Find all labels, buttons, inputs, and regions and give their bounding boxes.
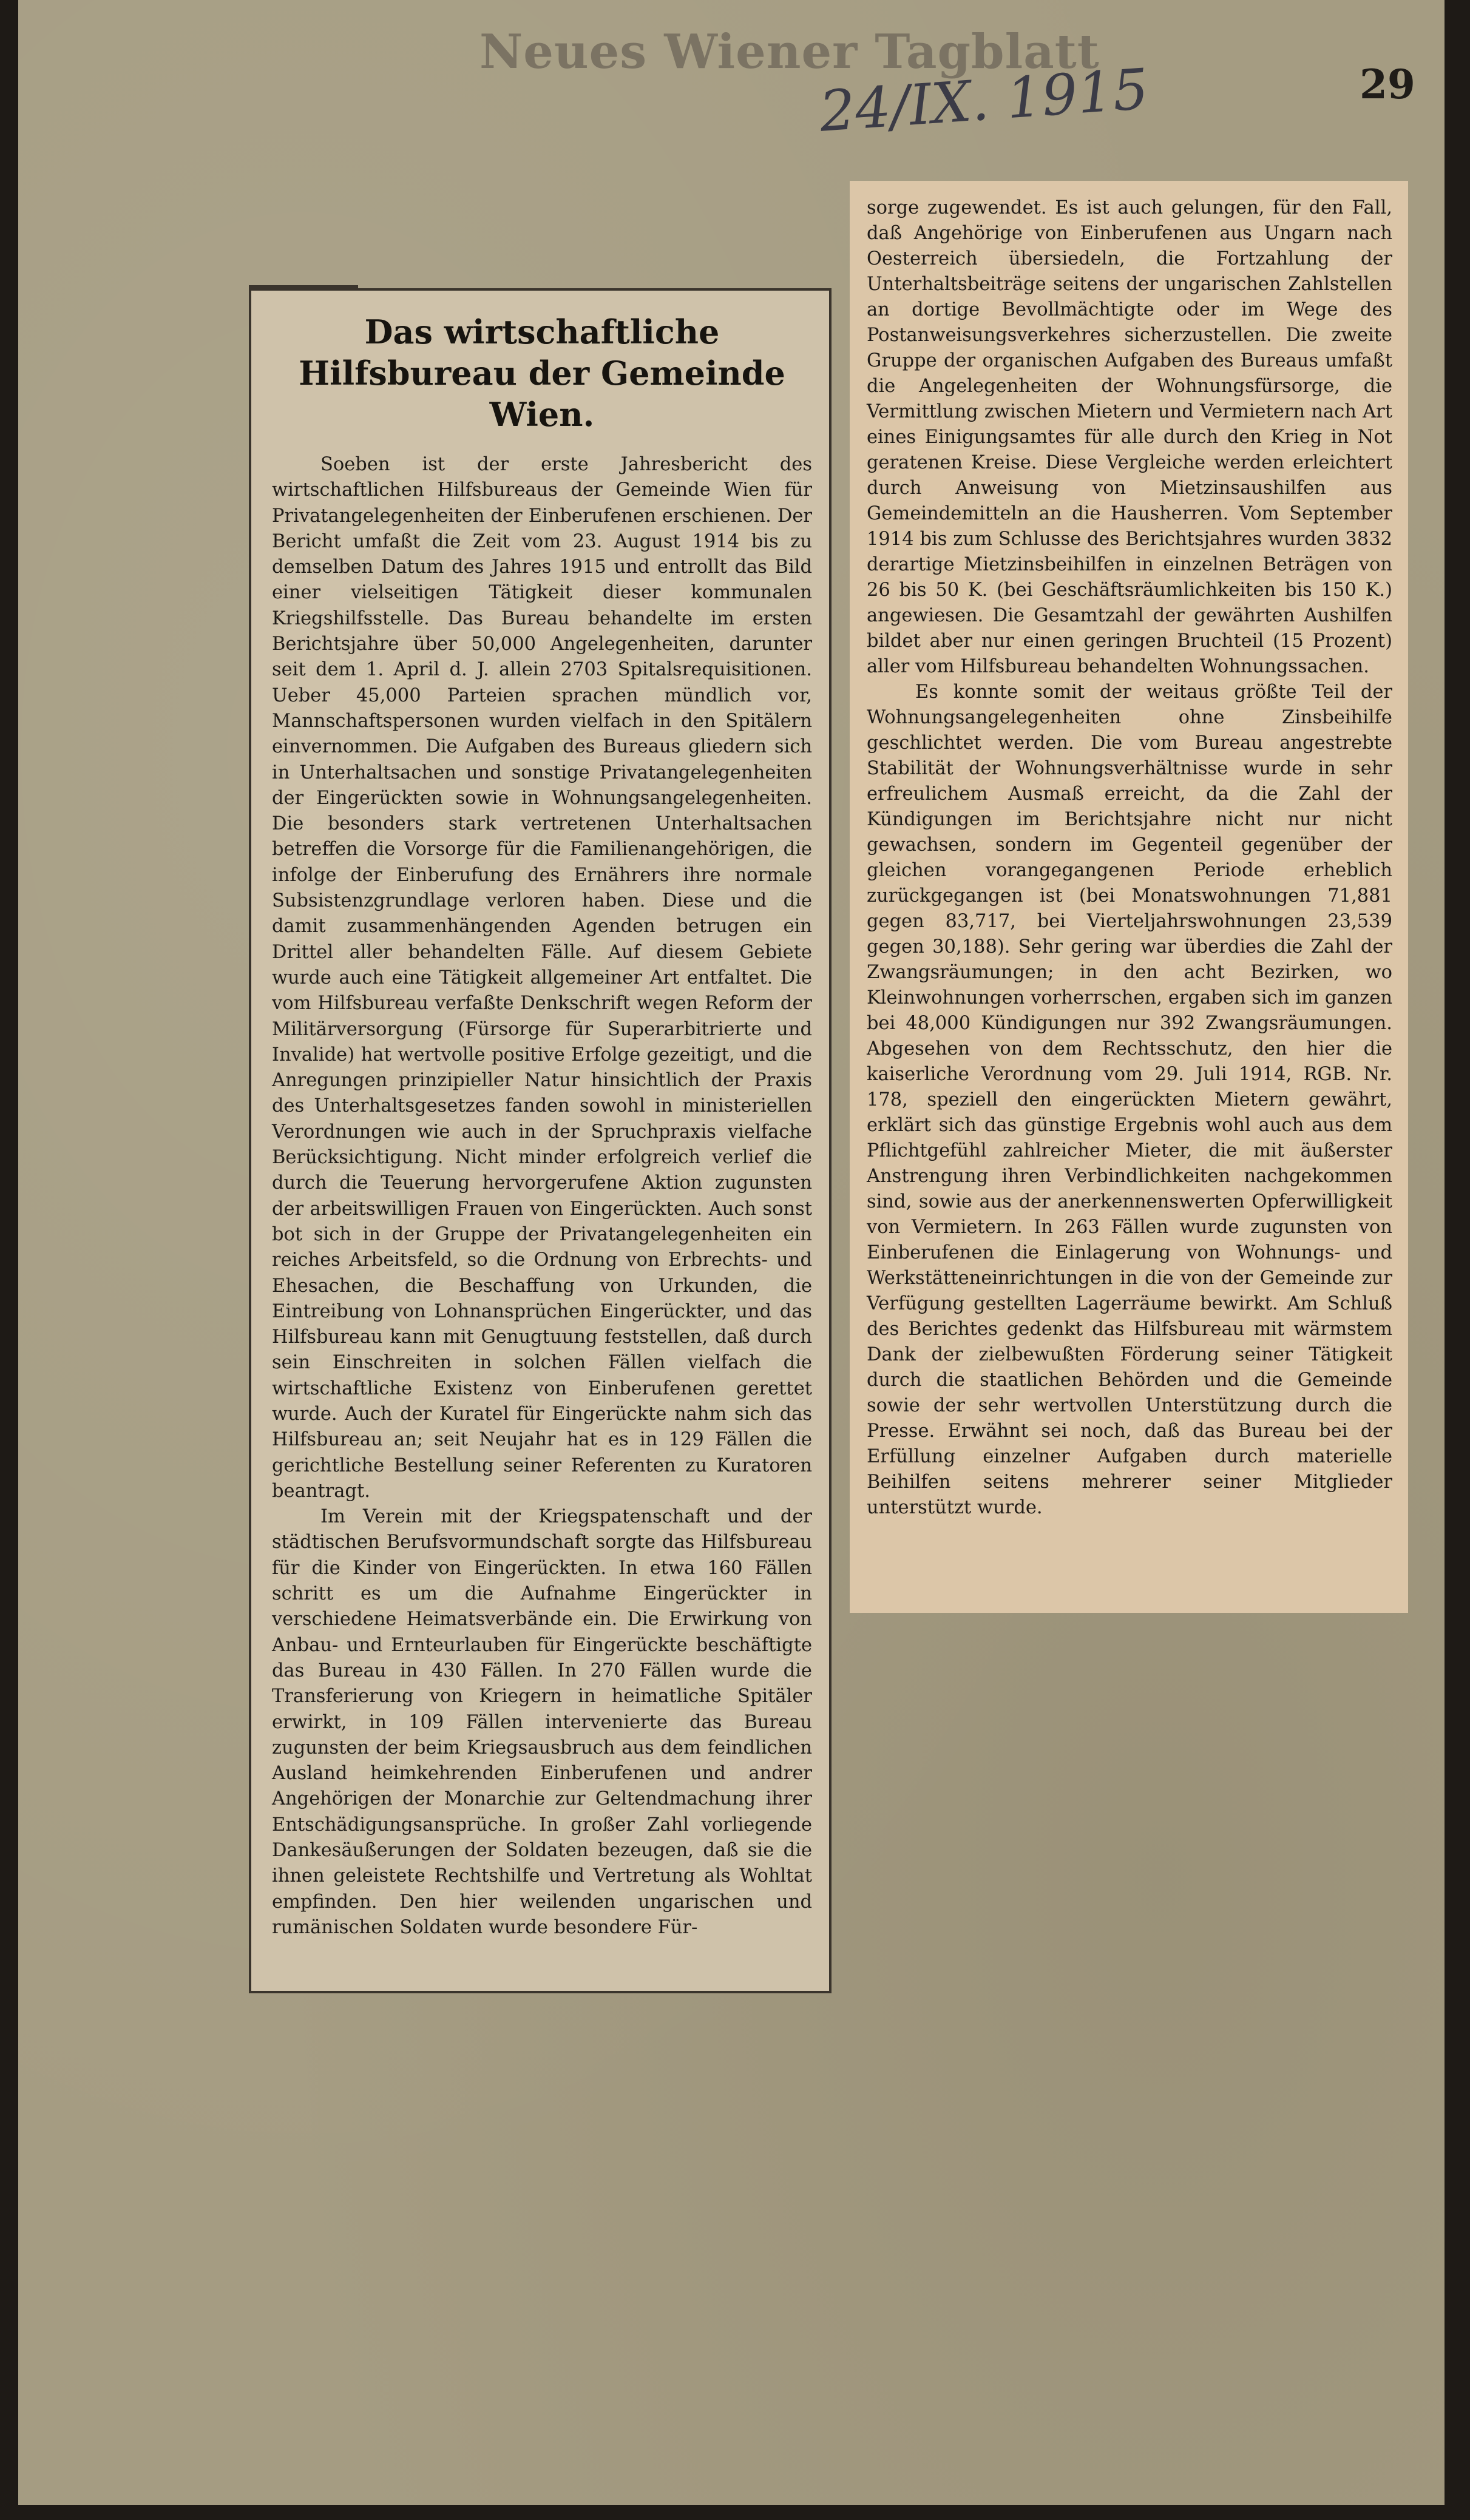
newspaper-masthead: Neues Wiener Tagblatt	[479, 24, 1100, 79]
handwritten-date: 24/IX. 1915	[817, 56, 1151, 144]
article-paragraph: Es konnte somit der weitaus größte Teil der Wohnungsangelegenheiten ohne Zinsbeihilfe geschlichtet werden. Die vom Bureau angestrebte Stabilität der Wohnungsverhältnisse wurde in sehr erfreulichem Ausmaß erreicht, da die Zahl der Kündigungen im Berichtsjahre nicht nur nicht gewachsen, sondern im Gegenteil gegenüber der gleichen vorangegangenen Periode erheblich zurückgegangen ist (bei Monatswohnungen 71,881 gegen 83,717, bei Vierteljahrswohnungen 23,539 gegen 30,188). Sehr gering war überdies die Zahl der Zwangsräumungen; in den acht Bezirken, wo Kleinwohnungen vorherrschen, ergaben sich im ganzen bei 48,000 Kündigungen nur 392 Zwangsräumungen. Abgesehen von dem Rechtsschutz, den hier die kaiserliche Verordnung vom 29. Juli 1914, RGB. Nr. 178, speziell den eingerückten Mietern gewährt, erklärt sich das günstige Ergebnis wohl auch aus dem Pflichtgefühl zahlreicher Mieter, die mit äußerster Anstrengung ihren Verbindlichkeiten nachgekommen sind, sowie aus der anerkennenswerten Opferwilligkeit von Vermietern. In 263 Fällen wurde zugunsten von Einberufenen die Einlagerung von Wohnungs- und Werkstätteneinrichtungen in die von der Gemeinde zur Verfügung gestellten Lagerräume bewirkt. Am Schluß des Berichtes gedenkt das Hilfsbureau mit wärmstem Dank der zielbewußten Förderung seiner Tätigkeit durch die staatlichen Behörden und die Gemeinde sowie der sehr wertvollen Unterstützung durch die Presse. Erwähnt sei noch, daß das Bureau bei der Erfüllung einzelner Aufgaben durch materielle Beihilfen seitens mehrerer seiner Mitglieder unterstützt wurde.	[867, 681, 1392, 1518]
clipping-right-column	[850, 181, 1408, 1613]
clipping-left-column	[249, 288, 832, 1993]
article-paragraph: sorge zugewendet. Es ist auch gelungen, für den Fall, daß Angehörige von Einberufenen aus Ungarn nach Oesterreich übersiedeln, die Fortzahlung der Unterhaltsbeiträge seitens der ungarischen Zahlstellen an dortige Bevollmächtigte oder im Wege des Postanweisungsverkehres sicherzustellen. Die zweite Gruppe der organischen Aufgaben des Bureaus umfaßt die Angelegenheiten der Wohnungsfürsorge, die Vermittlung zwischen Mietern und Vermietern nach Art eines Einigungsamtes für alle durch den Krieg in Not geratenen Kreise. Diese Vergleiche werden erleichtert durch Anweisung von Mietzinsaushilfen aus Gemeindemitteln an die Hausherren. Vom September 1914 bis zum Schlusse des Berichtsjahres wurden 3832 derartige Mietzinsbeihilfen in einzelnen Beträgen von 26 bis 50 K. (bei Geschäftsräumlichkeiten bis 150 K.) angewiesen. Die Gesamtzahl der gewährten Aushilfen bildet aber nur einen geringen Bruchteil (15 Prozent) aller vom Hilfsbureau behandelten Wohnungssachen.	[867, 197, 1392, 677]
page-number: 29	[1360, 61, 1415, 108]
article-headline: Das wirtschaftliche Hilfsbureau der Gemeinde Wien.	[299, 312, 785, 434]
article-paragraph: Im Verein mit der Kriegspatenschaft und der städtischen Berufsvormundschaft sorgte das Hilfsbureau für die Kinder von Eingerückten. In etwa 160 Fällen schritt es um die Aufnahme Eingerückter in verschiedene Heimatsverbände ein. Die Erwirkung von Anbau- und Ernteurlauben für Eingerückte beschäftigte das Bureau in 430 Fällen. In 270 Fällen wurde die Transferierung von Kriegern in heimatliche Spitäler erwirkt, in 109 Fällen intervenierte das Bureau zugunsten der beim Kriegsausbruch aus dem feindlichen Ausland heimkehrenden Einberufenen und andrer Angehörigen der Monarchie zur Geltendmachung ihrer Entschädigungsansprüche. In großer Zahl vorliegende Dankesäußerungen der Soldaten bezeugen, daß sie die ihnen geleistete Rechtshilfe und Vertretung als Wohltat empfinden. Den hier weilenden ungarischen und rumänischen Soldaten wurde besondere Für-	[272, 1506, 812, 1938]
article-paragraph: Soeben ist der erste Jahresbericht des wirtschaftlichen Hilfsbureaus der Gemeinde Wien für Privatangelegenheiten der Einberufenen erschienen. Der Bericht umfaßt die Zeit vom 23. August 1914 bis zu demselben Datum des Jahres 1915 und entrollt das Bild einer vielseitigen Tätigkeit dieser kommunalen Kriegshilfsstelle. Das Bureau behandelte im ersten Berichtsjahre über 50,000 Angelegenheiten, darunter seit dem 1. April d. J. allein 2703 Spitalsrequisitionen. Ueber 45,000 Parteien sprachen mündlich vor, Mannschaftspersonen wurden vielfach in den Spitälern einvernommen. Die Aufgaben des Bureaus gliedern sich in Unterhaltsachen und sonstige Privatangelegenheiten der Eingerückten sowie in Wohnungsangelegenheiten. Die besonders stark vertretenen Unterhaltsachen betreffen die Vorsorge für die Familienangehörigen, die infolge der Einberufung des Ernährers ihre normale Subsistenzgrundlage verloren haben. Diese und die damit zusammenhängenden Agenden betrugen ein Drittel aller behandelten Fälle. Auf diesem Gebiete wurde auch eine Tätigkeit allgemeiner Art entfaltet. Die vom Hilfsbureau verfaßte Denkschrift wegen Reform der Militärversorgung (Fürsorge für Superarbitrierte und Invalide) hat wertvolle positive Erfolge gezeitigt, und die Anregungen prinzipieller Natur hinsichtlich der Praxis des Unterhaltsgesetzes fanden sowohl in ministeriellen Verordnungen wie auch in der Spruchpraxis vielfache Berücksichtigung. Nicht minder erfolgreich verlief die durch die Teuerung hervorgerufene Aktion zugunsten der arbeitswilligen Frauen von Eingerückten. Auch sonst bot sich in der Gruppe der Privatangelegenheiten ein reiches Arbeitsfeld, so die Ordnung von Erbrechts- und Ehesachen, die Beschaffung von Urkunden, die Eintreibung von Lohnansprüchen Eingerückter, und das Hilfsbureau kann mit Genugtuung feststellen, daß durch sein Einschreiten in solchen Fällen vielfach die wirtschaftliche Existenz von Einberufenen gerettet wurde. Auch der Kuratel für Eingerückte nahm sich das Hilfsbureau an; seit Neujahr hat es in 129 Fällen die gerichtliche Bestellung seiner Referenten zu Kuratoren beantragt.	[272, 454, 812, 1502]
